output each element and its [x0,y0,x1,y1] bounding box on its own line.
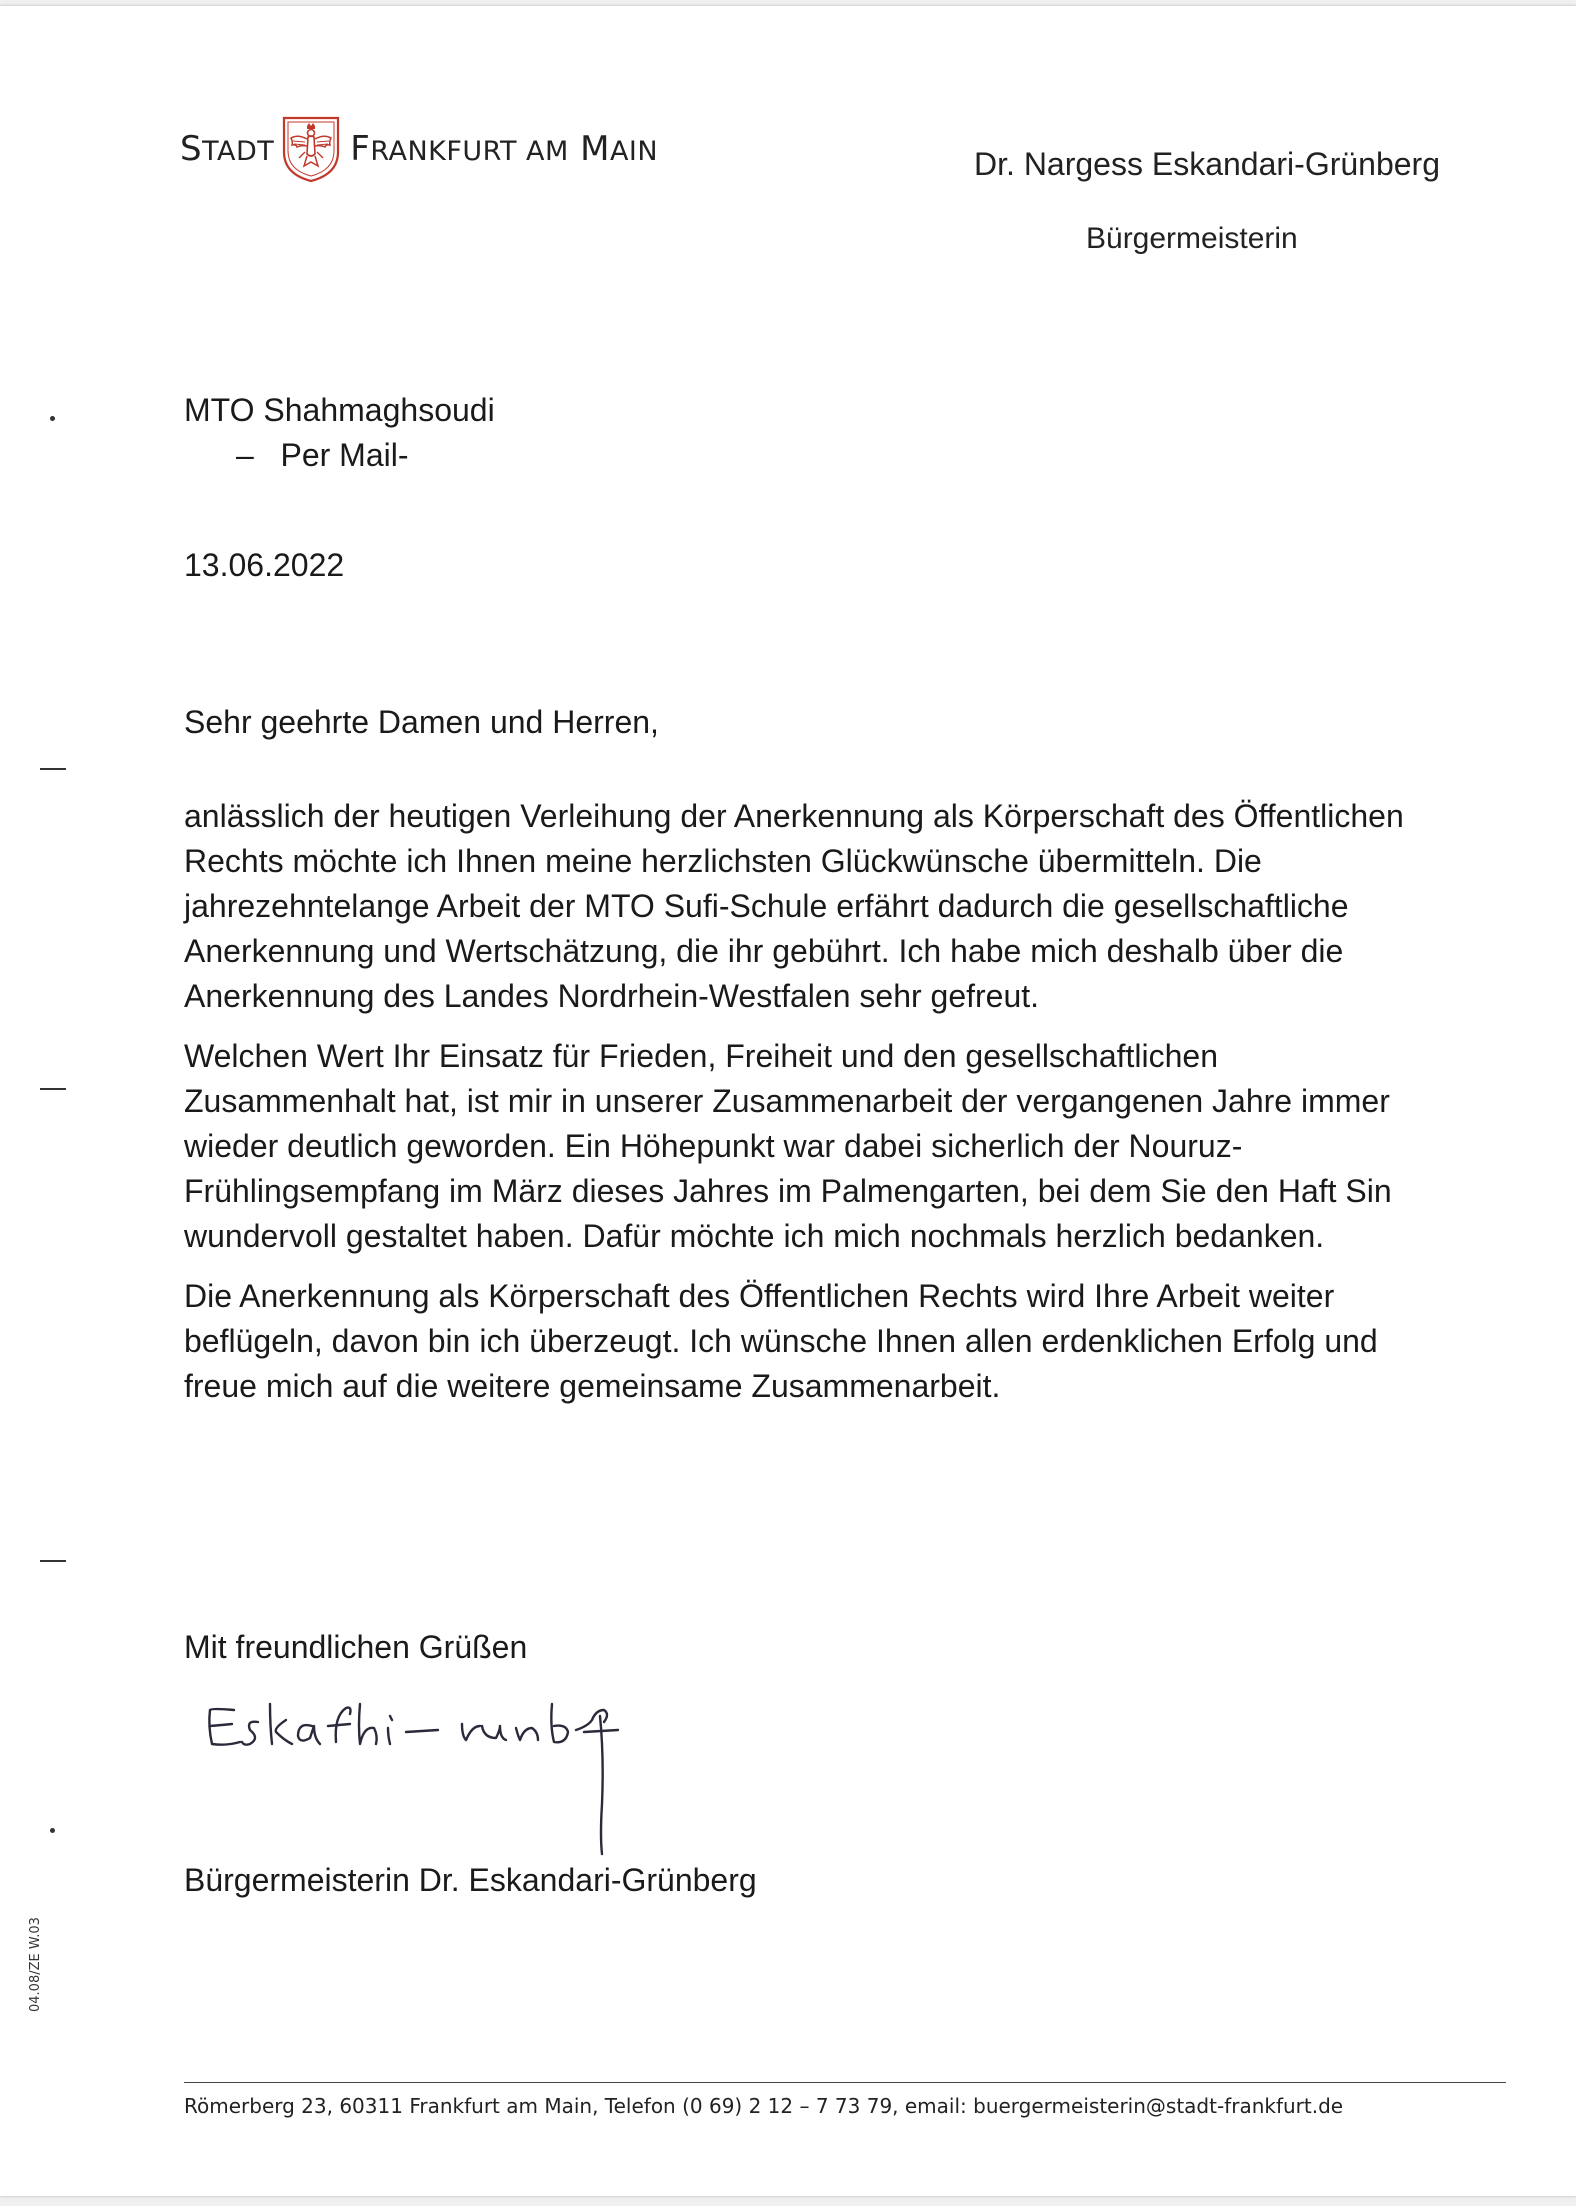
sender-role: Bürgermeisterin [1086,222,1298,255]
closing: Mit freundlichen Grüßen [184,1629,528,1665]
recipient-delivery: – Per Mail- [236,437,409,473]
footer-address: Römerberg 23, 60311 Frankfurt am Main, Telefon (0 69) 2 12 – 7 73 79, email: buergermeisterin@stadt-frankfurt.de [184,2094,1344,2118]
body-paragraph-2: Welchen Wert Ihr Einsatz für Frieden, Freiheit und den gesellschaftlichen Zusammenhalt hat, ist mir in unserer Zusammenarbeit der vergangenen Jahre immer wieder deutlich geworden. Ein Höhepunkt war dabei sicherlich der Nouruz-Frühlingsempfang im März dieses Jahres im Palmengarten, bei dem Sie den Haft Sin wundervoll gestaltet haben. Dafür möchte ich mich nochmals herzlich bedanken. [184,1038,1392,1254]
body-paragraph-1: anlässlich der heutigen Verleihung der Anerkennung als Körperschaft des Öffentlichen Rechts möchte ich Ihnen meine herzlichsten Glückwünsche übermitteln. Die jahrezehntelange Arbeit der MTO Sufi-Schule erfährt dadurch die gesellschaftliche Anerkennung und Wertschätzung, die ihr gebührt. Ich habe mich deshalb über die Anerkennung des Landes Nordrhein-Westfalen sehr gefreut. [184,798,1404,1014]
punch-mark-top [50,416,55,421]
city-logo [180,114,658,184]
letter-body [184,794,1424,1424]
handwritten-signature [200,1686,670,1856]
body-paragraph-3: Die Anerkennung als Körperschaft des Öffentlichen Rechts wird Ihre Arbeit weiter beflügeln, davon bin ich überzeugt. Ich wünsche Ihnen allen erdenklichen Erfolg und freue mich auf die weitere gemeinsame Zusammenarbeit. [184,1278,1378,1404]
logo-word-frankfurt: FRANKFURT AM MAIN [350,129,659,169]
fold-mark-center [40,1088,66,1090]
fold-mark-2 [40,1560,66,1562]
logo-word-stadt: STADT [180,129,275,169]
punch-mark-bottom [50,1828,55,1833]
signer-name: Bürgermeisterin Dr. Eskandari-Grünberg [184,1862,757,1898]
sender-name: Dr. Nargess Eskandari-Grünberg [974,146,1440,182]
footer-divider [184,2082,1506,2083]
recipient-block [184,388,495,478]
recipient-name: MTO Shahmaghsoudi [184,392,495,428]
letter-page [0,6,1576,2196]
letter-date: 13.06.2022 [184,547,345,583]
form-code: 04.08/ZE W.03 [28,1917,43,2012]
fold-mark-1 [40,768,66,770]
frankfurt-eagle-coat-of-arms-icon [280,114,342,184]
salutation: Sehr geehrte Damen und Herren, [184,704,659,740]
